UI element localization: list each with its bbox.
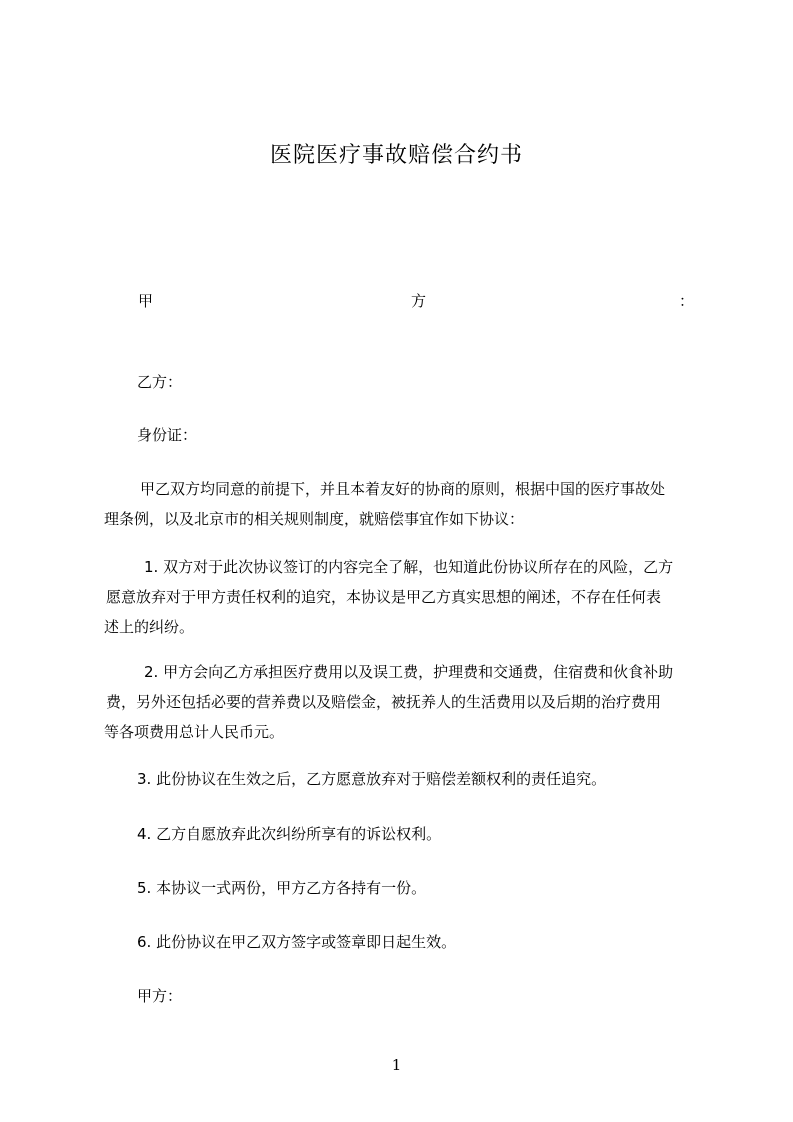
clause-1	[104, 552, 700, 642]
intro-line-2: 理条例，以及北京市的相关规则制度，就赔偿事宜作如下协议：	[104, 510, 525, 528]
intro-line-1: 甲乙双方均同意的前提下，并且本着友好的协商的原则，根据中国的医疗事故处	[140, 480, 666, 498]
clause-2-line-1: 2. 甲方会向乙方承担医疗费用以及误工费，护理费和交通费，住宿费和伙食补助	[144, 663, 674, 681]
party-a-label	[138, 288, 694, 314]
page-number: 1	[391, 1056, 402, 1074]
document-title: 医院医疗事故赔偿合约书	[269, 143, 523, 168]
signature-party-a: 甲方：	[137, 987, 183, 1005]
clause-2	[104, 657, 700, 747]
party-a-char-1: 甲	[138, 292, 154, 310]
clause-1-line-3: 述上的纠纷。	[104, 618, 195, 636]
clause-5: 5. 本协议一式两份，甲方乙方各持有一份。	[137, 879, 427, 897]
clause-1-line-2: 愿意放弃对于甲方责任权利的追究，本协议是甲乙方真实思想的阐述，不存在任何表	[106, 588, 662, 606]
clause-4: 4. 乙方自愿放弃此次纠纷所享有的诉讼权利。	[137, 825, 442, 843]
party-b-label: 乙方：	[137, 373, 183, 391]
clause-3: 3. 此份协议在生效之后，乙方愿意放弃对于赔偿差额权利的责任追究。	[137, 770, 607, 788]
clause-6: 6. 此份协议在甲乙双方签字或签章即日起生效。	[137, 933, 457, 951]
clause-2-line-3: 等各项费用总计人民币元。	[104, 723, 285, 741]
clause-2-line-2: 费，另外还包括必要的营养费以及赔偿金，被抚养人的生活费用以及后期的治疗费用	[106, 693, 662, 711]
id-card-label: 身份证：	[137, 426, 198, 444]
intro-paragraph	[104, 474, 700, 534]
party-a-char-2: 方	[411, 292, 427, 310]
party-a-colon: ：	[678, 292, 694, 310]
clause-1-line-1: 1. 双方对于此次协议签订的内容完全了解，也知道此份协议所存在的风险，乙方	[144, 558, 674, 576]
